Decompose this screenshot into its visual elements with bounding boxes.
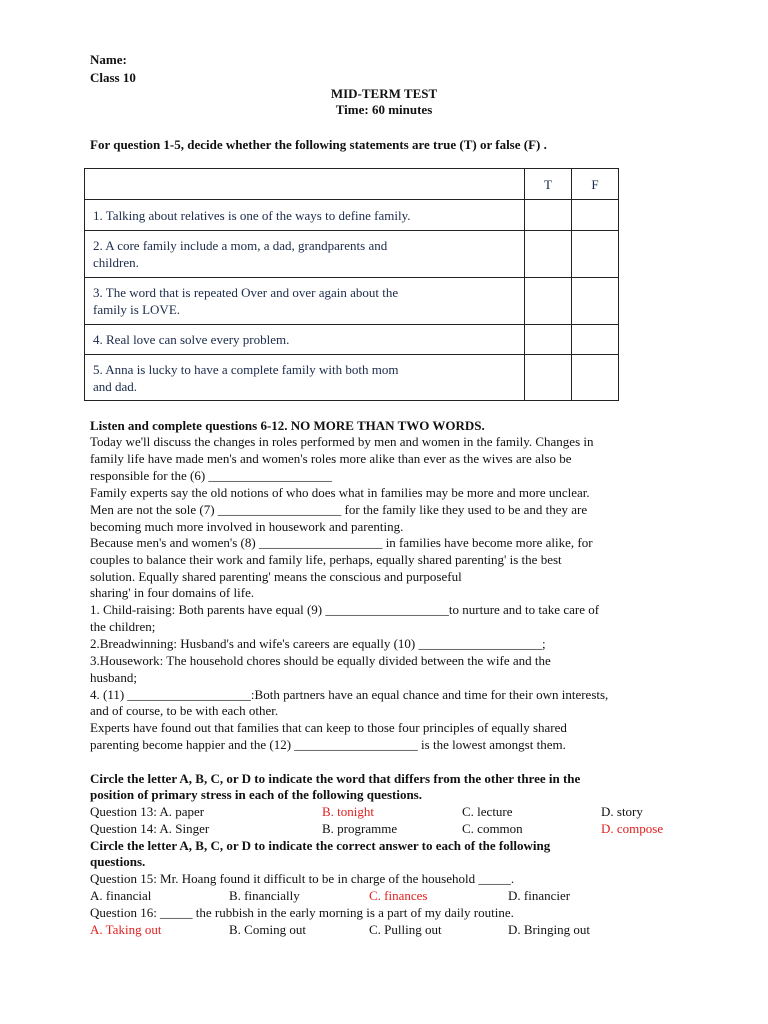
q13-label: Question 13: A. paper (90, 804, 205, 819)
statement-text: family is LOVE. (93, 302, 181, 317)
table-row (85, 278, 619, 325)
section4-instruction: Circle the letter A, B, C, or D to indicate the correct answer to each of the following (90, 838, 551, 853)
section2-instruction: Listen and complete questions 6-12. NO MORE THAN TWO WORDS. (90, 418, 485, 433)
q16-option-c[interactable]: C. Pulling out (369, 922, 442, 937)
class-label: Class 10 (90, 70, 136, 85)
table-row (85, 231, 619, 278)
q13-option-b[interactable]: B. tonight (322, 804, 375, 819)
q16-option-a[interactable]: A. Taking out (90, 922, 162, 937)
test-title: MID-TERM TEST (330, 86, 438, 101)
passage-line: Experts have found out that families that can keep to those four principles of equally shared (90, 720, 567, 735)
table-row (85, 325, 619, 355)
col-t-header: T (525, 169, 572, 200)
statement-cell (85, 278, 525, 325)
passage-line: 4. (11) ___________________:Both partners have an equal chance and time for their own interests, (90, 687, 609, 702)
answer-t-cell[interactable] (525, 231, 572, 278)
statement-text: 4. Real love can solve every problem. (93, 332, 290, 347)
statement-cell (85, 325, 525, 355)
passage-line: husband; (90, 670, 137, 685)
q16-stem: Question 16: _____ the rubbish in the early morning is a part of my daily routine. (90, 905, 514, 920)
table-header-row (85, 169, 619, 200)
q15-stem: Question 15: Mr. Hoang found it difficult to be in charge of the household _____. (90, 871, 515, 886)
section3-instruction: position of primary stress in each of the following questions. (90, 787, 422, 802)
q15-option-c[interactable]: C. finances (369, 888, 428, 903)
passage-line: the children; (90, 619, 156, 634)
q14-label: Question 14: A. Singer (90, 821, 210, 836)
answer-t-cell[interactable] (525, 355, 572, 401)
statement-text: 5. Anna is lucky to have a complete family with both mom (93, 361, 399, 377)
passage-line: and of course, to be with each other. (90, 703, 279, 718)
table-row (85, 200, 619, 231)
statement-cell (85, 200, 525, 231)
answer-f-cell[interactable] (572, 231, 619, 278)
q15-option-d[interactable]: D. financier (508, 888, 571, 903)
passage-line: 1. Child-raising: Both parents have equal (9) ___________________to nurture and to take care of (90, 602, 600, 617)
q13-option-c[interactable]: C. lecture (462, 804, 513, 819)
passage-line: becoming much more involved in housework and parenting. (90, 519, 404, 534)
section1-instruction: For question 1-5, decide whether the following statements are true (T) or false (F) . (90, 137, 547, 152)
col-f-header: F (572, 169, 619, 200)
answer-f-cell[interactable] (572, 200, 619, 231)
q16-option-b[interactable]: B. Coming out (229, 922, 306, 937)
q15-option-a[interactable]: A. financial (90, 888, 152, 903)
true-false-table (84, 168, 619, 401)
statement-text: 1. Talking about relatives is one of the ways to define family. (93, 207, 411, 223)
statement-text: 2. A core family include a mom, a dad, grandparents and (93, 238, 388, 253)
statement-text: 3. The word that is repeated Over and over again about the (93, 285, 399, 300)
section4-instruction: questions. (90, 854, 146, 869)
passage-line: responsible for the (6) ___________________ (90, 468, 332, 483)
statement-text: children. (93, 255, 139, 270)
statement-cell (85, 355, 525, 401)
answer-t-cell[interactable] (525, 325, 572, 355)
q13-option-d[interactable]: D. story (601, 804, 643, 819)
answer-f-cell[interactable] (572, 325, 619, 355)
statement-text: and dad. (93, 378, 138, 394)
answer-f-cell[interactable] (572, 355, 619, 401)
name-label: Name: (90, 52, 127, 67)
q14-option-b[interactable]: B. programme (322, 821, 398, 836)
passage-line: family life have made men's and women's roles more alike than ever as the wives are also be (90, 451, 572, 466)
q15-option-b[interactable]: B. financially (229, 888, 300, 903)
answer-f-cell[interactable] (572, 278, 619, 325)
statement-cell (85, 231, 525, 278)
passage-line: parenting become happier and the (12) ___________________ is the lowest amongst them. (90, 737, 566, 752)
answer-t-cell[interactable] (525, 200, 572, 231)
passage-line: 2.Breadwinning: Husband's and wife's careers are equally (10) ___________________; (90, 636, 546, 651)
table-row (85, 355, 619, 401)
time-label: Time: 60 minutes (335, 102, 433, 117)
passage-line: Because men's and women's (8) ___________________ in families have become more alike, for (90, 535, 593, 550)
q16-option-d[interactable]: D. Bringing out (508, 922, 590, 937)
passage-line: sharing' in four domains of life. (90, 585, 255, 600)
q14-option-d[interactable]: D. compose (601, 821, 664, 836)
passage-line: Men are not the sole (7) ___________________ for the family like they used to be and they are (90, 502, 588, 517)
statement-header-cell (85, 169, 525, 200)
passage-line: solution. Equally shared parenting' means the conscious and purposeful (90, 569, 462, 584)
q14-option-c[interactable]: C. common (462, 821, 523, 836)
section3-instruction: Circle the letter A, B, C, or D to indicate the word that differs from the other three in the (90, 771, 581, 786)
passage-line: Today we'll discuss the changes in roles performed by men and women in the family. Changes in (90, 434, 594, 449)
passage-line: couples to balance their work and family life, perhaps, equally shared parenting' is the best (90, 552, 562, 567)
passage-line: 3.Housework: The household chores should be equally divided between the wife and the (90, 653, 551, 668)
answer-t-cell[interactable] (525, 278, 572, 325)
passage-line: Family experts say the old notions of who does what in families may be more and more unclear. (90, 485, 590, 500)
